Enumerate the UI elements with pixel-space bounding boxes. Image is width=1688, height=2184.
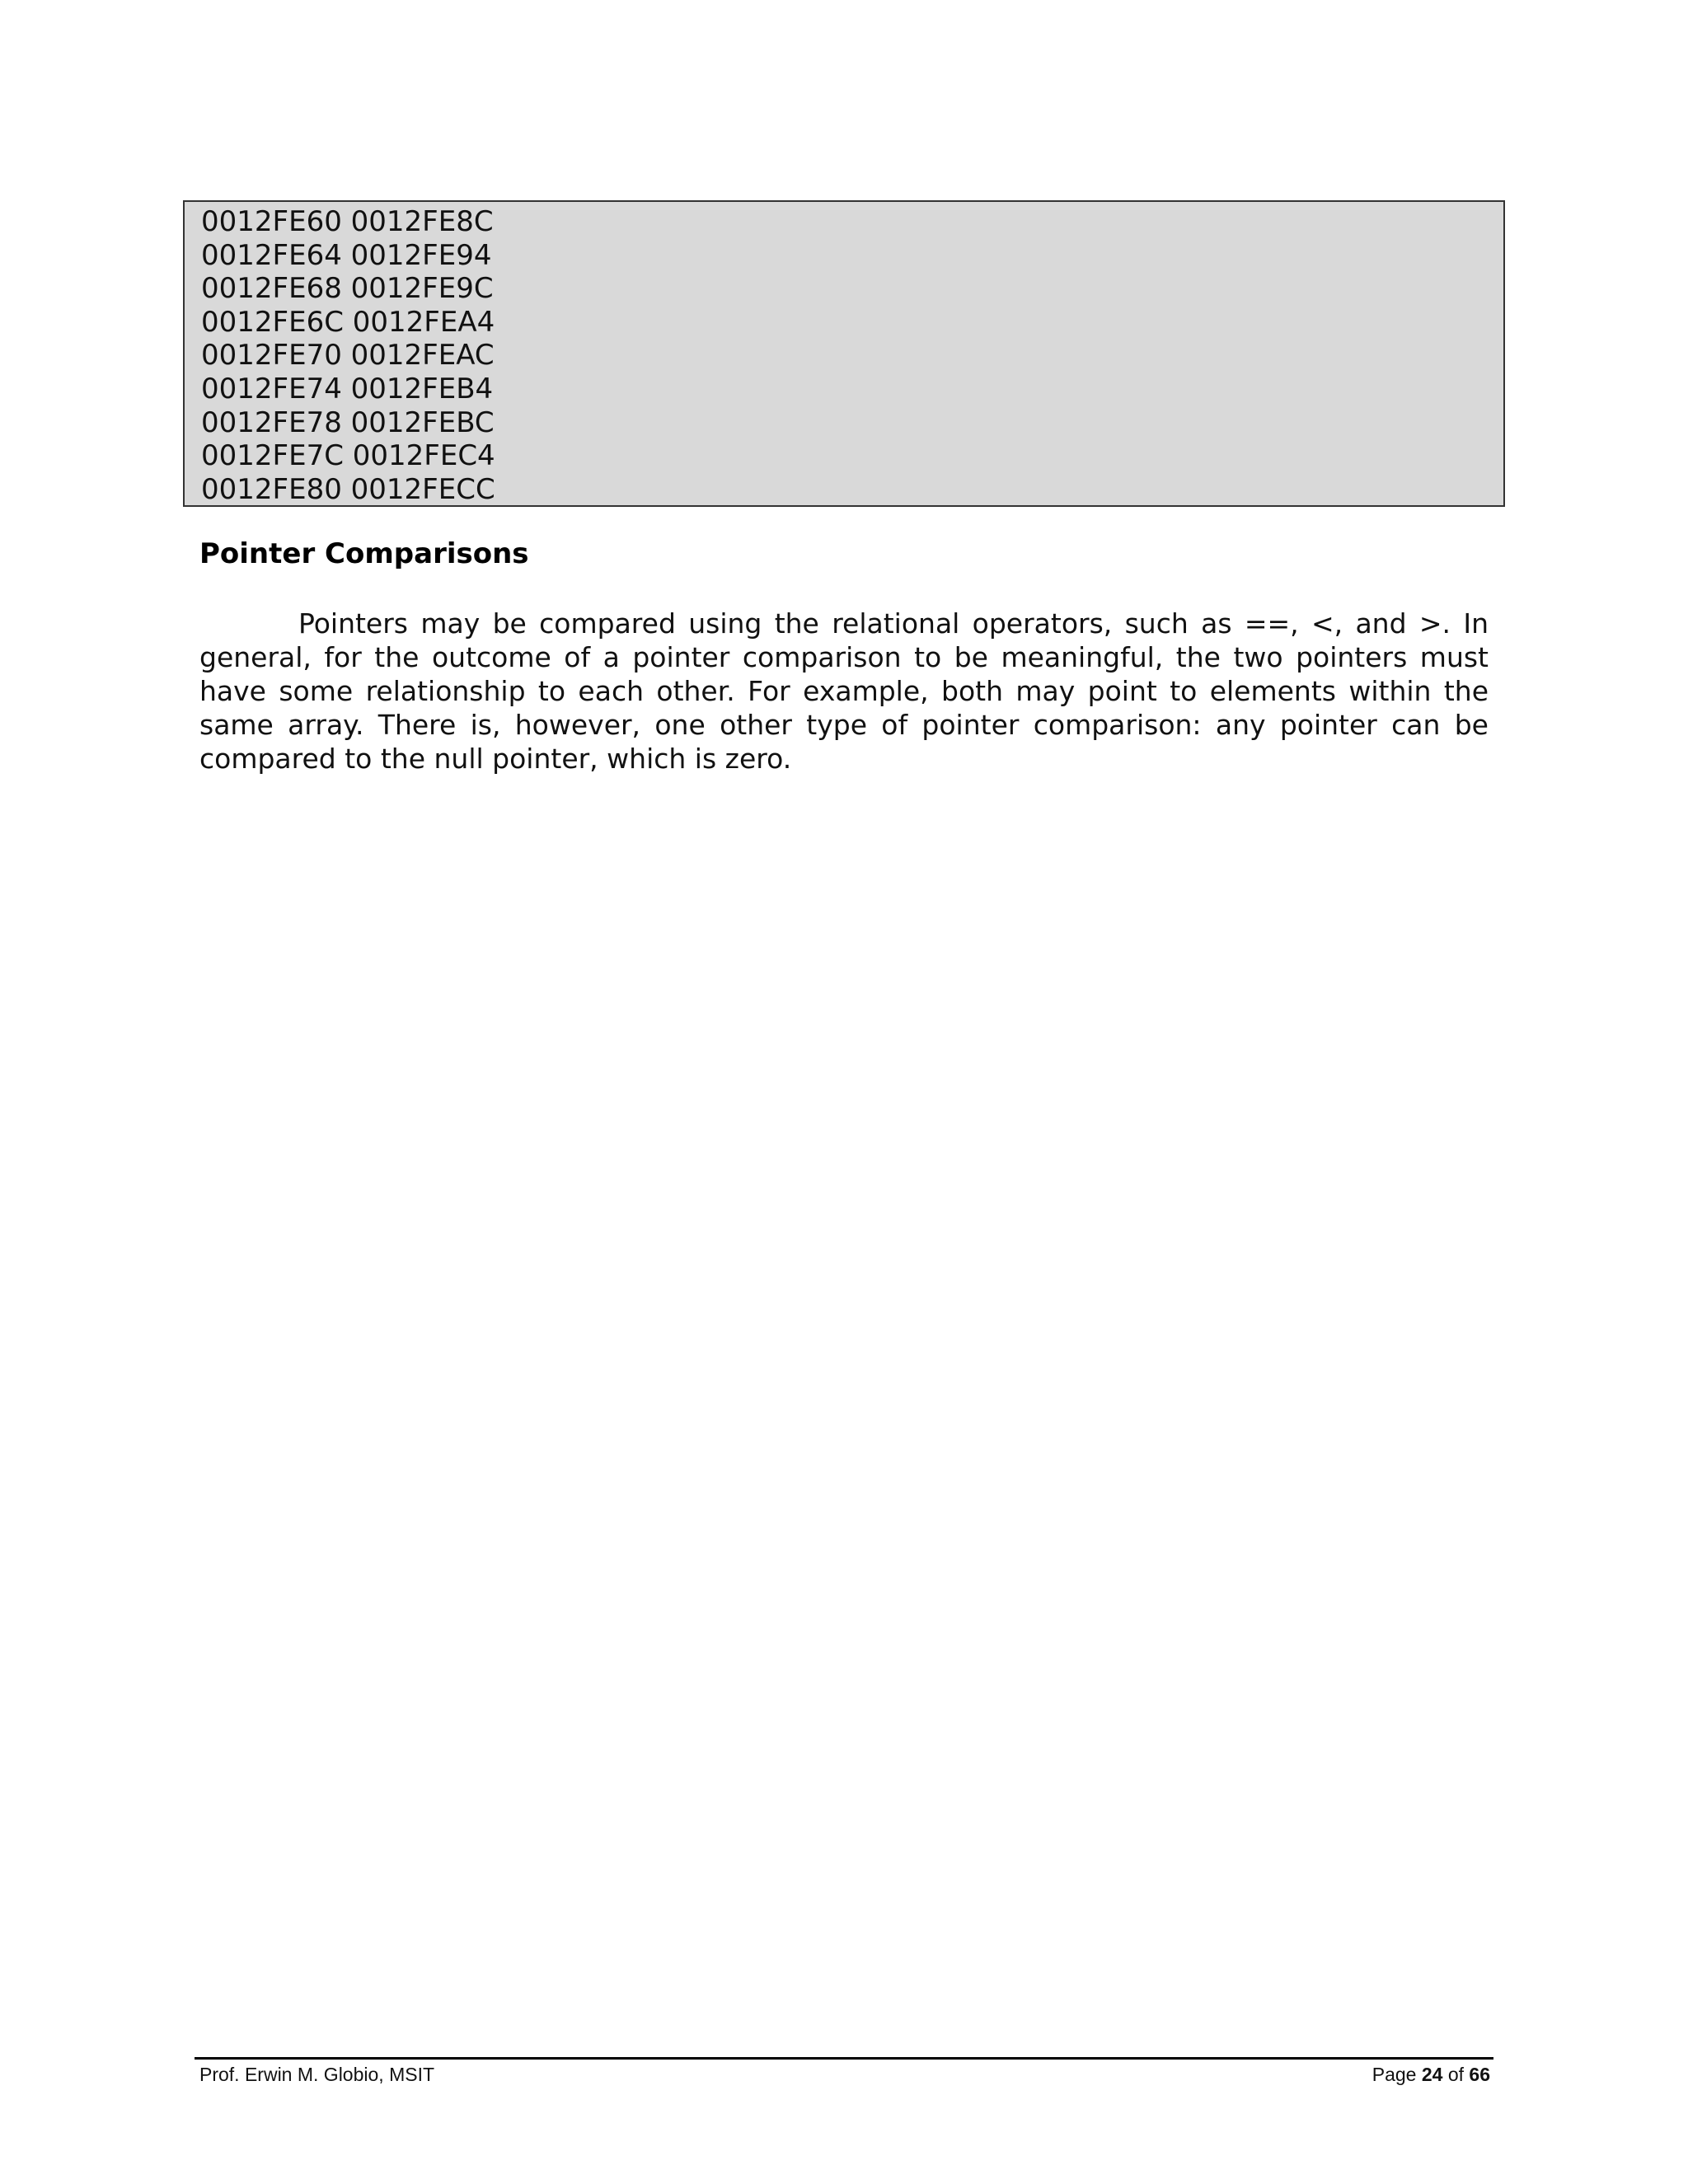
section-heading: Pointer Comparisons [199,537,529,570]
output-line: 0012FE6C 0012FEA4 [201,305,495,339]
output-line: 0012FE68 0012FE9C [201,272,494,306]
output-line: 0012FE70 0012FEAC [201,339,495,373]
body-paragraph: Pointers may be compared using the relational operators, such as ==, <, and >. In general, for the outcome of a pointer comparison to be meaningful, the two pointers must have some relationship to each other. For example, both may point to elements within the same array. There is, however, one other type of pointer comparison: any pointer can be compared to the null pointer, which is zero. [199,607,1489,775]
footer-author: Prof. Erwin M. Globio, MSIT [199,2064,435,2085]
output-line: 0012FE7C 0012FEC4 [201,439,495,473]
output-line: 0012FE60 0012FE8C [201,205,494,238]
page-current: 24 [1421,2064,1443,2085]
output-line: 0012FE64 0012FE94 [201,238,492,272]
output-line: 0012FE80 0012FECC [201,472,495,506]
page-of: of [1447,2064,1465,2085]
page-label: Page [1372,2064,1417,2085]
output-line: 0012FE78 0012FEBC [201,405,495,439]
footer-divider [195,2057,1493,2060]
footer-page-number [1372,2062,1490,2087]
page-total: 66 [1469,2064,1490,2085]
program-output-box [183,200,1505,507]
output-line: 0012FE74 0012FEB4 [201,372,494,405]
